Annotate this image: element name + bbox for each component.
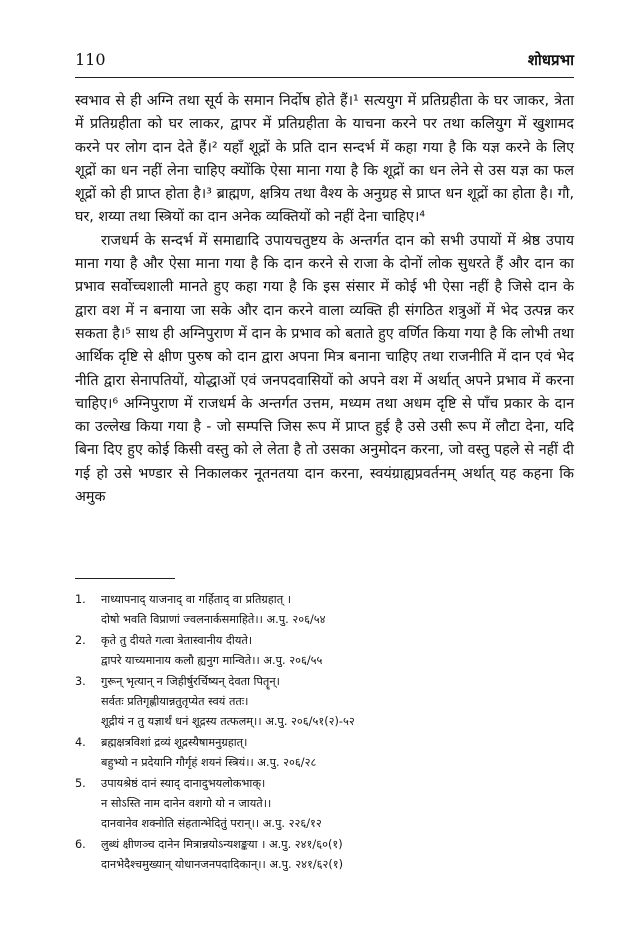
footnote-line: लुब्धं क्षीणञ्च दानेन मित्रान्नयोऽन्यशङ्कया । अ.पु. २४१/६०(१) <box>101 837 343 851</box>
page-number: 110 <box>75 50 106 69</box>
footnote-1 <box>75 590 574 631</box>
footnotes <box>75 590 574 876</box>
footnote-line: ब्रह्मक्षत्रविशां द्रव्यं शूद्रस्यैषामनुग्रहात्। <box>101 735 248 749</box>
footnote-line: गुरून् भृत्यान् न जिहीर्षुरर्चिष्यन् देवता पितॄन्। <box>101 674 280 688</box>
footnote-line: न सोऽस्ति नाम दानेन वशगो यो न जायते।। <box>101 797 272 811</box>
footnote-4 <box>75 733 574 774</box>
footnote-line: शूद्रीयं न तु यज्ञार्थं धनं शूद्रस्य तत्फलम्।। अ.पु. २०६/५१(२)-५२ <box>101 715 355 729</box>
footnote-3 <box>75 672 574 733</box>
footnote-number: 6. <box>75 837 86 851</box>
footnote-line: सर्वतः प्रतिगृह्णीयान्नतुतृप्येत स्वयं ततः। <box>101 695 249 709</box>
footnote-number: 5. <box>75 776 86 790</box>
page-header <box>75 46 574 76</box>
footnote-line: बहुभ्यो न प्रदेयानि गौर्गृहं शयनं स्त्रियं।। अ.पु. २०६/२८ <box>101 756 317 770</box>
paragraph-2: राजधर्म के सन्दर्भ में समाद्यादि उपायचतुष्टय के अन्तर्गत दान को सभी उपायों में श्रेष्ठ उपाय माना गया है और ऐसा माना गया है कि दान करने से राजा के दोनों लोक सुधरते हैं और दान का प्रभाव सर्वोच्चशाली मानते हुए कहा गया है कि इस संसार में कोई भी ऐसा नहीं है जिसे दान के द्वारा वश में न बनाया जा सके और दान करने वाला व्यक्ति ही संगठित शत्रुओं में भेद उत्पन्न कर सकता है।⁵ साथ ही अग्निपुराण में दान के प्रभाव को बताते हुए वर्णित किया गया है कि लोभी तथा आर्थिक दृष्टि से क्षीण पुरुष को दान द्वारा अपना मित्र बनाना चाहिए तथा राजनीति में दान एवं भेद नीति द्वारा सेनापतियों, योद्धाओं एवं जनपदवासियों को अपने वश में अर्थात् अपने प्रभाव में करना चाहिए।⁶ अग्निपुराण में राजधर्म के अन्तर्गत उत्तम, मध्यम तथा अधम दृष्टि से पाँच प्रकार के दान का उल्लेख किया गया है - जो सम्पत्ति जिस रूप में प्राप्त हुई है उसे उसी रूप में लौटा देना, यदि बिना दिए हुए कोई किसी वस्तु को ले लेता है तो उसका अनुमोदन करना, जो वस्तु पहले से नहीं दी गई हो उसे भण्डार से निकालकर नूतनतया दान करना, स्वयंग्राह्यप्रवर्तनम् अर्थात् यह कहना कि अमुक <box>75 232 574 506</box>
footnote-line: दानवानेव शक्नोति संहतान्भेदितुं परान्।। अ.पु. २२६/१२ <box>101 817 322 831</box>
footnote-line: द्वापरे याच्यमानाय कलौ ह्यनुग मान्विते।। अ.पु. २०६/५५ <box>101 654 323 668</box>
main-text <box>75 90 574 509</box>
footnote-number: 3. <box>75 674 86 688</box>
footnote-line: दानभेदैश्चमुख्यान् योधानजनपदादिकान्।। अ.पु. २४१/६२(१) <box>101 858 344 872</box>
footnote-2 <box>75 631 574 672</box>
running-title: शोधप्रभा <box>527 51 574 69</box>
footnote-line: दोषो भवति विप्राणां ज्वलनार्कसमाहिते।। अ.पु. २०६/५४ <box>101 613 326 627</box>
footnote-6 <box>75 835 574 876</box>
header-rule <box>75 77 574 78</box>
footnote-line: उपायश्रेष्ठं दानं स्याद् दानादुभयलोकभाक्। <box>101 776 266 790</box>
footnote-5 <box>75 774 574 835</box>
paragraph-1: स्वभाव से ही अग्नि तथा सूर्य के समान निर्दोष होते हैं।¹ सत्ययुग में प्रतिग्रहीता के घर जाकर, त्रेता में प्रतिग्रहीता को घर लाकर, द्वापर में प्रतिग्रहीता के याचना करने पर तथा कलियुग में खुशामद करने पर लोग दान देते हैं।² यहाँ शूद्रों के प्रति दान सन्दर्भ में कहा गया है कि यज्ञ करने के लिए शूद्रों का धन नहीं लेना चाहिए क्योंकि ऐसा माना गया है कि शूद्रों का धन लेने से उस यज्ञ का फल शूद्रों को ही प्राप्त होता है।³ ब्राह्मण, क्षत्रिय तथा वैश्य के अनुग्रह से प्राप्त धन शूद्रों का होता है। गौ, घर, शय्या तथा स्त्रियों का दान अनेक व्यक्तियों को नहीं देना चाहिए।⁴ <box>75 93 574 226</box>
footnote-separator <box>75 578 175 579</box>
footnote-number: 1. <box>75 593 86 606</box>
footnote-line: नाध्यापनाद् याजनाद् वा गर्हिताद् वा प्रतिग्रहात् । <box>101 593 292 606</box>
footnote-line: कृते तु दीयते गत्वा त्रेतास्वानीय दीयते। <box>101 633 253 647</box>
footnote-number: 4. <box>75 735 86 749</box>
footnote-number: 2. <box>75 633 86 647</box>
